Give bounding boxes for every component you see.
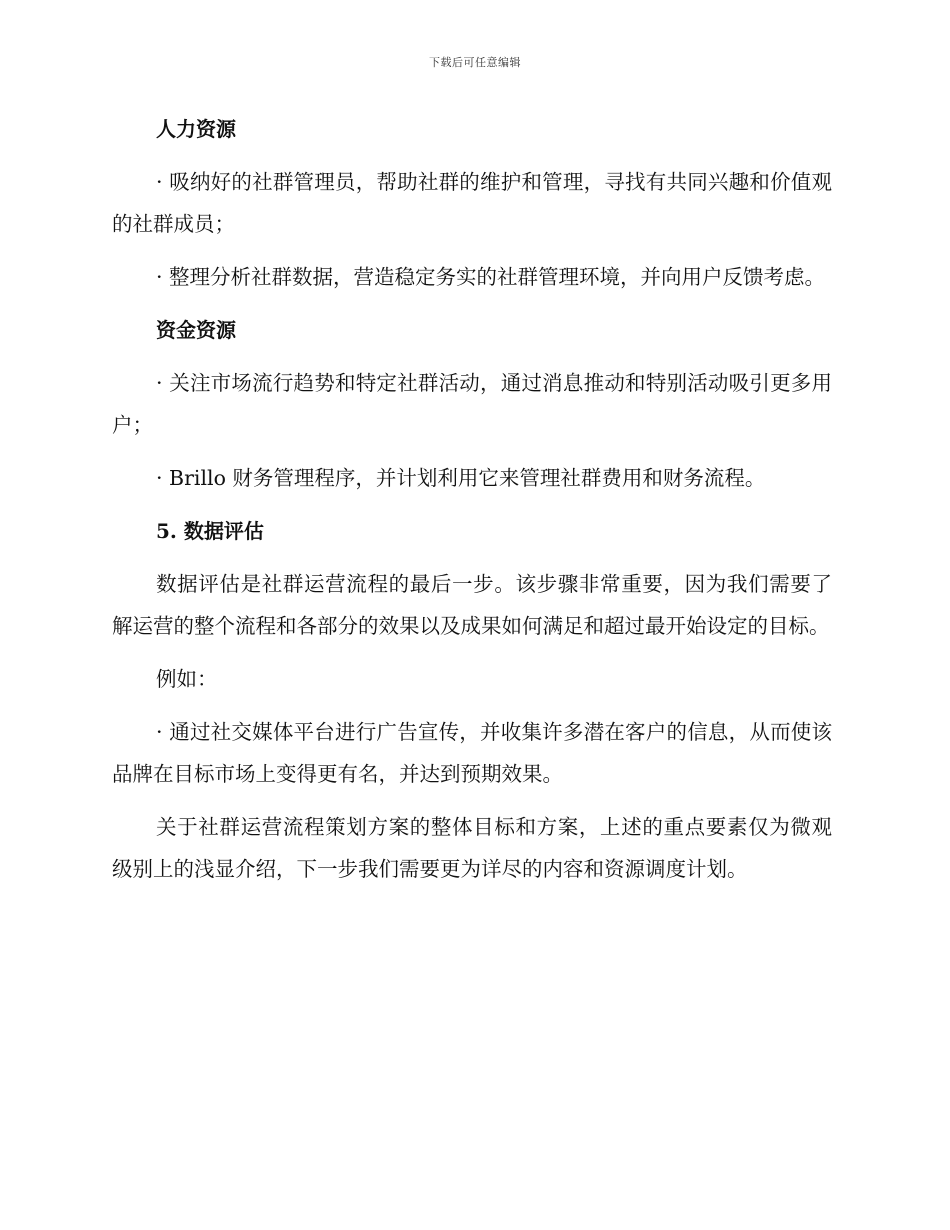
paragraph: 数据评估是社群运营流程的最后一步。该步骤非常重要，因为我们需要了解运营的整个流程和各部分的效果以及成果如何满足和超过最开始设定的目标。 — [112, 572, 832, 638]
section-heading-human-resources: 人力资源 — [156, 117, 236, 141]
section-heading-data-evaluation: 5. 数据评估 — [156, 519, 264, 543]
document-body — [112, 108, 832, 901]
page-header: 下载后可任意编辑 — [429, 56, 521, 69]
paragraph: 关于社群运营流程策划方案的整体目标和方案，上述的重点要素仅为微观级别上的浅显介绍，下一步我们需要更为详尽的内容和资源调度计划。 — [112, 815, 832, 881]
section-heading-funding-resources: 资金资源 — [156, 318, 236, 342]
paragraph: · 通过社交媒体平台进行广告宣传，并收集许多潜在客户的信息，从而使该品牌在目标市场上变得更有名，并达到预期效果。 — [112, 720, 832, 786]
paragraph: · 关注市场流行趋势和特定社群活动，通过消息推动和特别活动吸引更多用户； — [112, 371, 832, 437]
paragraph: · 吸纳好的社群管理员，帮助社群的维护和管理，寻找有共同兴趣和价值观的社群成员； — [112, 170, 832, 236]
paragraph: · 整理分析社群数据，营造稳定务实的社群管理环境，并向用户反馈考虑。 — [156, 265, 826, 289]
paragraph: 例如： — [156, 667, 218, 691]
paragraph: · Brillo 财务管理程序，并计划利用它来管理社群费用和财务流程。 — [156, 466, 766, 490]
